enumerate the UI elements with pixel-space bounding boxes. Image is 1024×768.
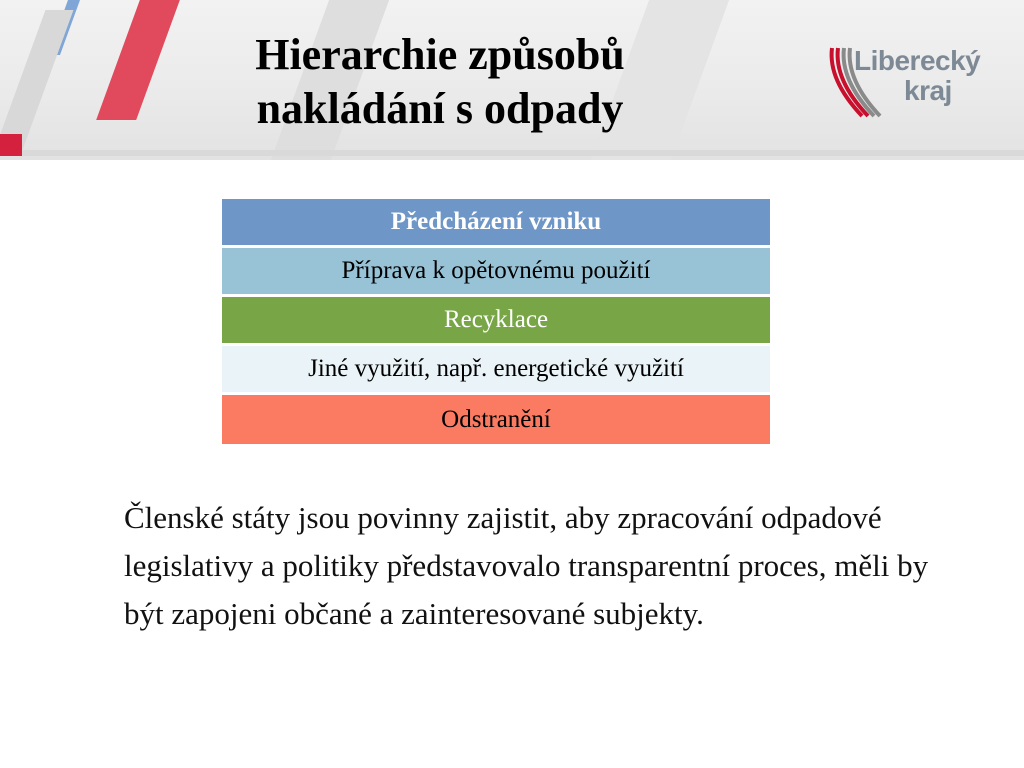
header-stripe-red xyxy=(96,0,180,120)
header-red-tab xyxy=(0,134,22,156)
page-title-line1: Hierarchie způsobů xyxy=(255,30,625,79)
header-stripe-gray xyxy=(0,10,73,150)
body-paragraph: Členské státy jsou povinny zajistit, aby zpracování odpadové legislativy a politiky představovalo transparentní proces, měli by být zapojeni občané a zainteresované subjekty. xyxy=(124,500,929,631)
hierarchy-row-prevention: Předcházení vzniku xyxy=(222,199,770,248)
hierarchy-row-reuse: Příprava k opětovnému použití xyxy=(222,248,770,297)
page-title-line2: nakládání s odpady xyxy=(256,84,624,133)
logo-text-line2: kraj xyxy=(904,75,952,106)
logo-text-line1: Liberecký xyxy=(854,45,981,76)
liberecky-kraj-logo xyxy=(822,40,997,120)
hierarchy-row-other-recovery: Jiné využití, např. energetické využití xyxy=(222,346,770,395)
hierarchy-row-recycling: Recyklace xyxy=(222,297,770,346)
hierarchy-row-disposal: Odstranění xyxy=(222,395,770,444)
page-title xyxy=(170,28,710,136)
header-bottom-line xyxy=(22,150,1024,156)
waste-hierarchy-table xyxy=(222,199,770,444)
